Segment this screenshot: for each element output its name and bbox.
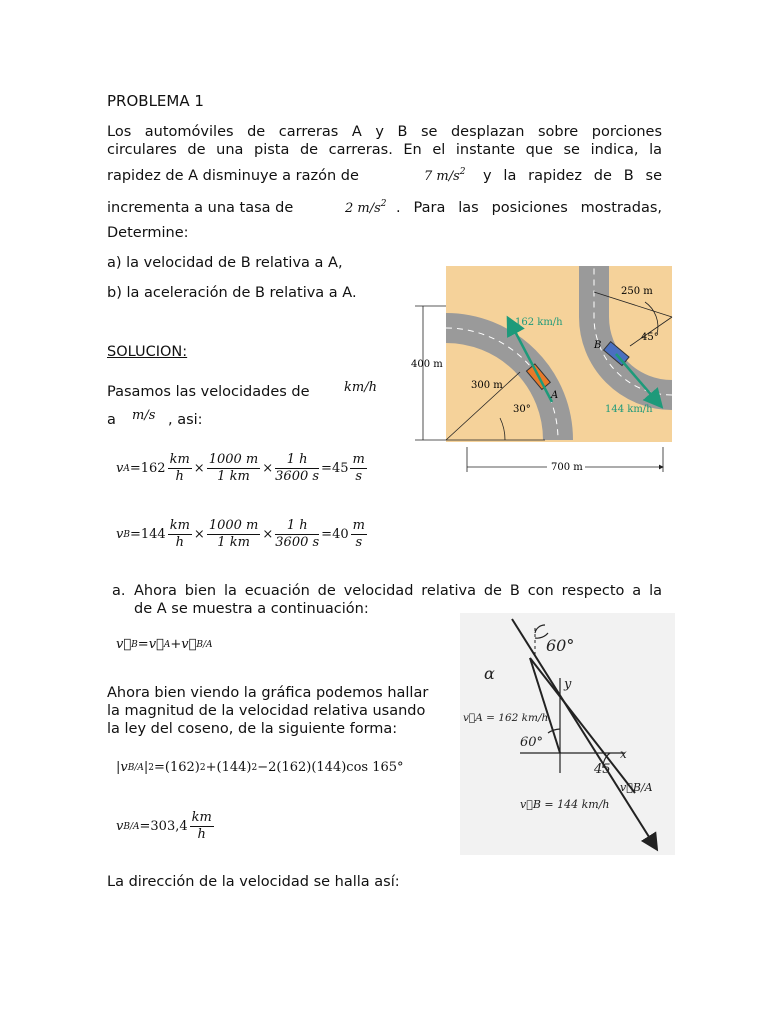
problem-title: PROBLEMA 1 [107,92,204,110]
conversion-text-b: a [107,412,116,428]
direction-text: La dirección de la velocidad se halla así: [107,874,400,890]
vba-result: v B/A =303,4 $\frac{km}{h}$ [116,810,212,842]
intro-line-3 [107,167,662,185]
sketch-label-va: v⃗A = 162 km/h [463,712,549,724]
unit-ms: m/s [132,408,156,423]
intro-line-4-a: incrementa a una tasa de [107,200,294,216]
label-700m: 700 m [551,462,583,473]
intro-line-5: Determine: [107,225,189,241]
sketch-label-vba: v⃗B/A [620,781,653,794]
cosine-law-equation: | v B/A | 2 =(162) 2 +(144) 2 −2(162)(144)cos 165° [116,760,404,775]
label-30deg: 30° [513,404,531,415]
intro-line-4 [107,199,662,217]
label-144: 144 km/h [605,404,653,415]
label-400m: 400 m [411,359,443,370]
part-a-line-1: Ahora bien la ecuación de velocidad relativa de B con respecto a la [134,583,662,599]
sketch-label-vb: v⃗B = 144 km/h [520,798,610,811]
equation-vb: v B =144 $\frac{km}{h}$ × $\frac{1000 m}{1 km}$ × $\frac{1 h}{3600 s}$ =40 $\frac{m}{s}$ [116,518,365,550]
conversion-text-c: , asi: [168,412,203,428]
cosine-text-3: la ley del coseno, de la siguiente forma: [107,721,398,737]
label-car-b: B [594,340,602,351]
conversion-line-1 [107,380,407,401]
label-162: 162 km/h [515,317,563,328]
label-250m: 250 m [621,286,653,297]
sketch-label-y: y [564,677,572,692]
question-b: b) la aceleración de B relativa a A. [107,285,357,301]
rate-a-value: 7 $m/s^2$ [424,167,466,184]
sketch-label-x: x [620,747,627,761]
unit-kmh: km/h [344,380,377,395]
intro-line-1: Los automóviles de carreras A y B se desplazan sobre porciones [107,124,662,140]
label-car-a: A [551,390,559,401]
cosine-text-1: Ahora bien viendo la gráfica podemos hallar [107,685,429,701]
intro-line-2: circulares de una pista de carreras. En el instante que se indica, la [107,142,662,158]
rate-b-value: 2 $m/s^2$ [345,199,387,216]
track-figure [405,262,680,477]
conversion-text-a: Pasamos las velocidades de [107,384,310,400]
cosine-text-2: la magnitud de la velocidad relativa usando [107,703,426,719]
intro-line-4-b: . Para las posiciones mostradas, [396,200,662,216]
sketch-label-60-mid: 60° [520,735,544,750]
conversion-line-2 [107,408,407,429]
solution-heading: SOLUCION: [107,344,188,360]
equation-va: v A =162 $\frac{km}{h}$ × $\frac{1000 m}{1 km}$ × $\frac{1 h}{3600 s}$ =45 $\frac{m}{s}$ [116,452,365,484]
part-a-marker: a. [112,583,126,599]
intro-line-3-a: rapidez de A disminuye a razón de [107,168,359,184]
part-a-line-2: de A se muestra a continuación: [134,601,369,617]
sketch-label-60-top: 60° [546,636,575,655]
vector-sketch [460,613,675,855]
label-300m: 300 m [471,380,503,391]
intro-line-3-b: y la rapidez de B se [483,168,662,184]
sketch-label-alpha: α [484,664,495,683]
label-45deg: 45° [641,332,659,343]
question-a: a) la velocidad de B relativa a A, [107,255,343,271]
sketch-label-45: 45 [594,762,611,777]
vector-equation: v⃗ B = v⃗ A + v⃗ B/A [116,637,213,652]
